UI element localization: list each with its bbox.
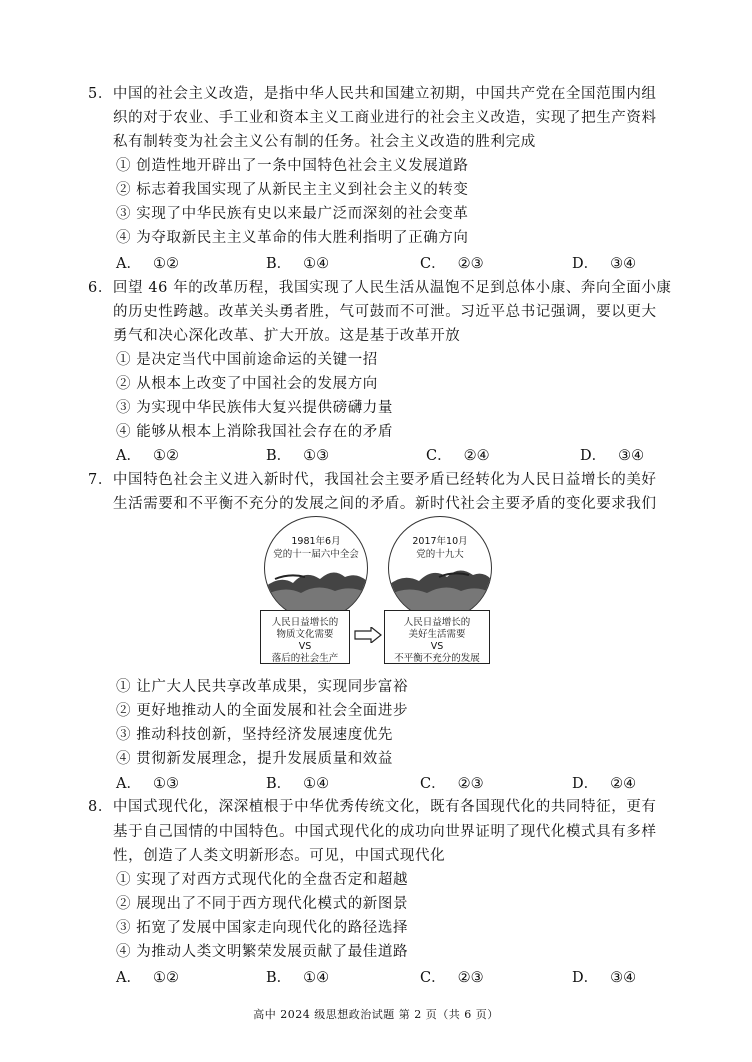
right-arrow-icon <box>354 627 382 643</box>
answer-value: ①③ <box>303 448 330 464</box>
left-circle-date: 1981年6月 <box>291 536 341 547</box>
answer-value: ②④ <box>610 776 637 792</box>
box-line: 人民日益增长的 <box>271 617 339 628</box>
q5-option-2: ② 标志着我国实现了从新民主主义到社会主义的转变 <box>116 182 469 198</box>
answer-label: C． <box>420 970 446 986</box>
answer-label: A． <box>116 970 141 986</box>
answer-label: A． <box>116 256 141 272</box>
q5-answer-a <box>116 254 179 274</box>
answer-value: ③④ <box>618 448 645 464</box>
answer-value: ②③ <box>457 776 484 792</box>
answer-value: ①④ <box>303 776 330 792</box>
q8-answer-a <box>116 968 179 988</box>
answer-value: ①② <box>152 448 179 464</box>
q6-answer-a <box>116 446 179 466</box>
q7-stem-line-1: 7．中国特色社会主义进入新时代，我国社会主要矛盾已经转化为人民日益增长的美好 <box>88 472 657 488</box>
q5-option-3: ③ 实现了中华民族有史以来最广泛而深刻的社会变革 <box>116 206 469 222</box>
q7-stem-line-2: 生活需要和不平衡不充分的发展之间的矛盾。新时代社会主要矛盾的变化要求我们 <box>113 496 657 512</box>
landscape-illustration <box>389 517 491 619</box>
answer-value: ③④ <box>610 256 637 272</box>
q8-stem-line-2: 基于自己国情的中国特色。中国式现代化的成功向世界证明了现代化模式具有多样 <box>113 824 657 840</box>
q5-answer-d <box>572 254 636 274</box>
q5-answer-c <box>420 254 484 274</box>
q5-option-4: ④ 为夺取新民主主义革命的伟大胜利指明了正确方向 <box>116 230 469 246</box>
answer-label: D． <box>572 256 599 272</box>
box-line: 美好生活需要 <box>408 629 466 640</box>
answer-value: ①④ <box>303 970 330 986</box>
q6-option-4: ④ 能够从根本上消除我国社会存在的矛盾 <box>116 424 394 440</box>
answer-label: C． <box>420 256 446 272</box>
box-line: 人民日益增长的 <box>403 617 471 628</box>
left-circle-event: 党的十一届六中全会 <box>273 549 359 560</box>
left-circle-illustration <box>264 516 368 620</box>
q8-option-1: ① 实现了对西方式现代化的全盘否定和超越 <box>116 872 409 888</box>
answer-label: C． <box>420 776 446 792</box>
answer-label: B． <box>266 776 292 792</box>
answer-value: ①② <box>152 256 179 272</box>
q6-option-1: ① 是决定当代中国前途命运的关键一招 <box>116 352 378 368</box>
q7-figure <box>258 516 498 666</box>
q8-option-3: ③ 拓宽了发展中国家走向现代化的路径选择 <box>116 920 409 936</box>
q8-option-2: ② 展现出了不同于西方现代化模式的新图景 <box>116 896 409 912</box>
q5-answer-b <box>266 254 329 274</box>
right-circle-event: 党的十九大 <box>416 549 464 560</box>
q7-option-4: ④ 贯彻新发展理念，提升发展质量和效益 <box>116 751 394 767</box>
answer-label: D． <box>580 448 607 464</box>
answer-label: A． <box>116 448 141 464</box>
q7-answer-c <box>420 774 484 794</box>
right-circle-date: 2017年10月 <box>412 536 468 547</box>
q6-option-3: ③ 为实现中华民族伟大复兴提供磅礴力量 <box>116 400 394 416</box>
q8-option-4: ④ 为推动人类文明繁荣发展贡献了最佳道路 <box>116 944 409 960</box>
answer-label: D． <box>572 776 599 792</box>
q7-option-3: ③ 推动科技创新，坚持经济发展速度优先 <box>116 727 394 743</box>
answer-label: B． <box>266 256 292 272</box>
right-circle-illustration <box>388 516 492 620</box>
q6-answer-c <box>426 446 490 466</box>
q7-option-2: ② 更好地推动人的全面发展和社会全面进步 <box>116 703 409 719</box>
q6-answer-b <box>266 446 329 466</box>
box-line: 落后的社会生产 <box>271 653 339 664</box>
landscape-illustration <box>265 517 367 619</box>
page-footer: 高中 2024 级思想政治试题 第 2 页（共 6 页） <box>253 1008 499 1021</box>
q6-stem-line-3: 勇气和决心深化改革、扩大开放。这是基于改革开放 <box>113 328 461 344</box>
q7-answer-d <box>572 774 636 794</box>
answer-value: ①④ <box>303 256 330 272</box>
q6-stem-line-2: 的历史性跨越。改革关头勇者胜，气可鼓而不可泄。习近平总书记强调，要以更大 <box>113 304 657 320</box>
q8-answer-d <box>572 968 636 988</box>
q5-stem-line-2: 织的对于农业、手工业和资本主义工商业进行的社会主义改造，实现了把生产资料 <box>113 110 657 126</box>
answer-value: ②③ <box>457 970 484 986</box>
answer-value: ①③ <box>152 776 179 792</box>
q6-answer-d <box>580 446 644 466</box>
q7-option-1: ① 让广大人民共享改革成果，实现同步富裕 <box>116 679 409 695</box>
q7-answer-b <box>266 774 329 794</box>
answer-label: B． <box>266 970 292 986</box>
q5-stem-line-3: 私有制转变为社会主义公有制的任务。社会主义改造的胜利完成 <box>113 134 536 150</box>
box-line: VS <box>298 641 312 652</box>
answer-value: ②④ <box>463 448 490 464</box>
answer-label: D． <box>572 970 599 986</box>
answer-label: C． <box>426 448 452 464</box>
q7-answer-a <box>116 774 179 794</box>
box-line: VS <box>430 641 444 652</box>
answer-value: ③④ <box>610 970 637 986</box>
answer-label: B． <box>266 448 292 464</box>
q5-option-1: ① 创造性地开辟出了一条中国特色社会主义发展道路 <box>116 158 469 174</box>
box-line: 不平衡不充分的发展 <box>394 653 480 664</box>
q5-stem-line-1: 5．中国的社会主义改造，是指中华人民共和国建立初期，中国共产党在全国范围内组 <box>88 86 657 102</box>
q6-stem-line-1: 6．回望 46 年的改革历程，我国实现了人民生活从温饱不足到总体小康、奔向全面小康 <box>88 280 672 296</box>
q6-option-2: ② 从根本上改变了中国社会的发展方向 <box>116 376 378 392</box>
left-contradiction-box <box>260 610 350 664</box>
box-line: 物质文化需要 <box>276 629 334 640</box>
q8-stem-line-3: 性，创造了人类文明新形态。可见，中国式现代化 <box>113 848 446 864</box>
q8-answer-b <box>266 968 329 988</box>
q8-stem-line-1: 8．中国式现代化，深深植根于中华优秀传统文化，既有各国现代化的共同特征，更有 <box>88 799 657 815</box>
answer-value: ①② <box>152 970 179 986</box>
q8-answer-c <box>420 968 484 988</box>
answer-label: A． <box>116 776 141 792</box>
right-contradiction-box <box>384 610 490 664</box>
answer-value: ②③ <box>457 256 484 272</box>
